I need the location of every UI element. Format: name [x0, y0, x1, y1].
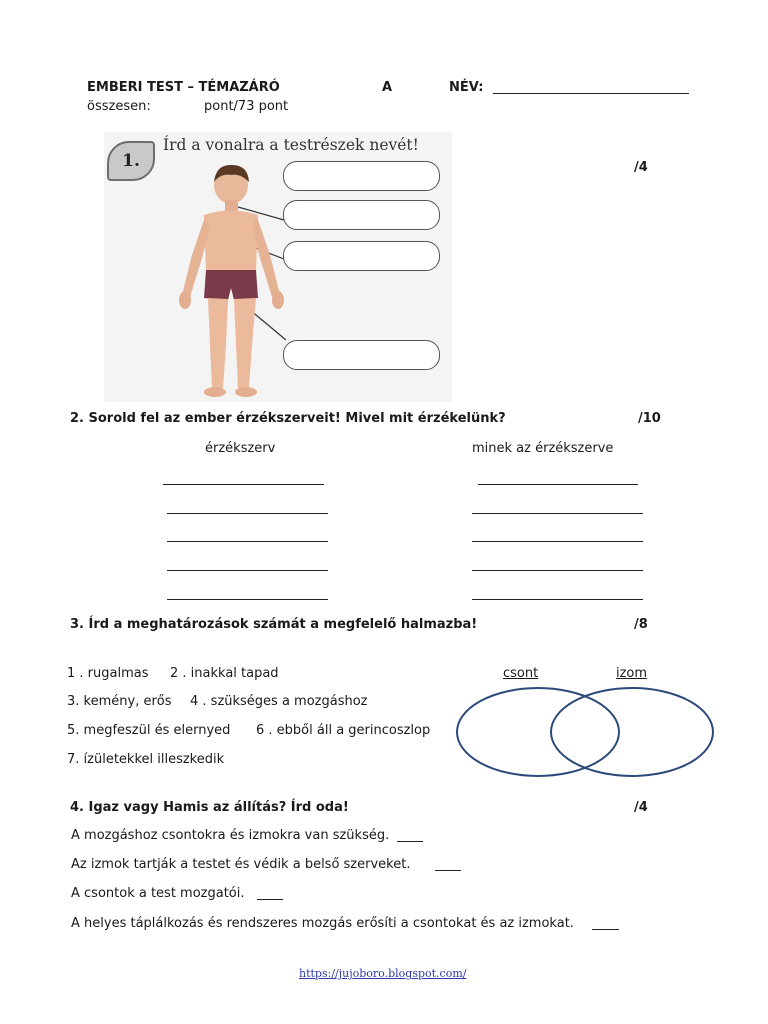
- sense-organ-line-5[interactable]: [167, 599, 328, 600]
- group-letter: A: [382, 80, 393, 95]
- sense-line-4[interactable]: [472, 570, 643, 571]
- total-points: pont/73 pont: [204, 99, 289, 114]
- worksheet-title: EMBERI TEST – TÉMAZÁRÓ: [87, 80, 280, 95]
- sense-line-3[interactable]: [472, 541, 643, 542]
- definition-item: 3. kemény, erős: [67, 694, 172, 709]
- venn-label-bone: csont: [503, 666, 539, 681]
- name-answer-line[interactable]: [493, 93, 689, 94]
- sense-line-2[interactable]: [472, 513, 643, 514]
- definition-item: 4 . szükséges a mozgáshoz: [190, 694, 368, 709]
- blog-link[interactable]: https://jujoboro.blogspot.com/: [299, 967, 467, 980]
- venn-label-muscle: izom: [616, 666, 648, 681]
- exercise1-number-badge: 1.: [107, 141, 155, 181]
- definition-item: 5. megfeszül és elernyed: [67, 723, 231, 738]
- true-false-answer-line-2[interactable]: [435, 870, 461, 871]
- definition-item: 6 . ebből áll a gerincoszlop: [256, 723, 431, 738]
- exercise3-points: /8: [634, 617, 648, 632]
- true-false-answer-line-4[interactable]: [592, 929, 619, 930]
- definition-item: 1 . rugalmas: [67, 666, 149, 681]
- sense-line-5[interactable]: [472, 599, 643, 600]
- column-header-sense: minek az érzékszerve: [472, 441, 614, 456]
- venn-diagram[interactable]: [450, 684, 720, 780]
- sense-organ-line-2[interactable]: [167, 513, 328, 514]
- exercise3-title: 3. Írd a meghatározások számát a megfelelő halmazba!: [70, 617, 478, 632]
- true-false-statement: Az izmok tartják a testet és védik a belső szerveket.: [71, 857, 411, 872]
- definition-item: 2 . inakkal tapad: [170, 666, 279, 681]
- venn-circle-muscle: [551, 688, 713, 776]
- sense-organ-line-3[interactable]: [167, 541, 328, 542]
- sense-organ-line-4[interactable]: [167, 570, 328, 571]
- sense-organ-line-1[interactable]: [163, 484, 324, 485]
- true-false-answer-line-1[interactable]: [397, 841, 423, 842]
- true-false-statement: A csontok a test mozgatói.: [71, 886, 245, 901]
- body-part-answer-box-2[interactable]: [283, 200, 440, 230]
- true-false-answer-line-3[interactable]: [257, 899, 283, 900]
- true-false-statement: A helyes táplálkozás és rendszeres mozgás erősíti a csontokat és az izmokat.: [71, 916, 574, 931]
- body-part-answer-box-3[interactable]: [283, 241, 440, 271]
- exercise4-points: /4: [634, 800, 648, 815]
- exercise1-title: Írd a vonalra a testrészek nevét!: [163, 136, 419, 154]
- venn-circle-bone: [457, 688, 619, 776]
- exercise1-points: /4: [634, 160, 648, 175]
- total-label: összesen:: [87, 99, 151, 114]
- exercise4-title: 4. Igaz vagy Hamis az állítás? Írd oda!: [70, 800, 349, 815]
- body-part-answer-box-4[interactable]: [283, 340, 440, 370]
- body-part-answer-box-1[interactable]: [283, 161, 440, 191]
- definition-item: 7. ízületekkel illeszkedik: [67, 752, 225, 767]
- exercise2-points: /10: [638, 411, 661, 426]
- column-header-sense-organ: érzékszerv: [205, 441, 276, 456]
- name-label: NÉV:: [449, 80, 484, 95]
- sense-line-1[interactable]: [478, 484, 638, 485]
- true-false-statement: A mozgáshoz csontokra és izmokra van szükség.: [71, 828, 390, 843]
- exercise2-title: 2. Sorold fel az ember érzékszerveit! Mivel mit érzékelünk?: [70, 411, 506, 426]
